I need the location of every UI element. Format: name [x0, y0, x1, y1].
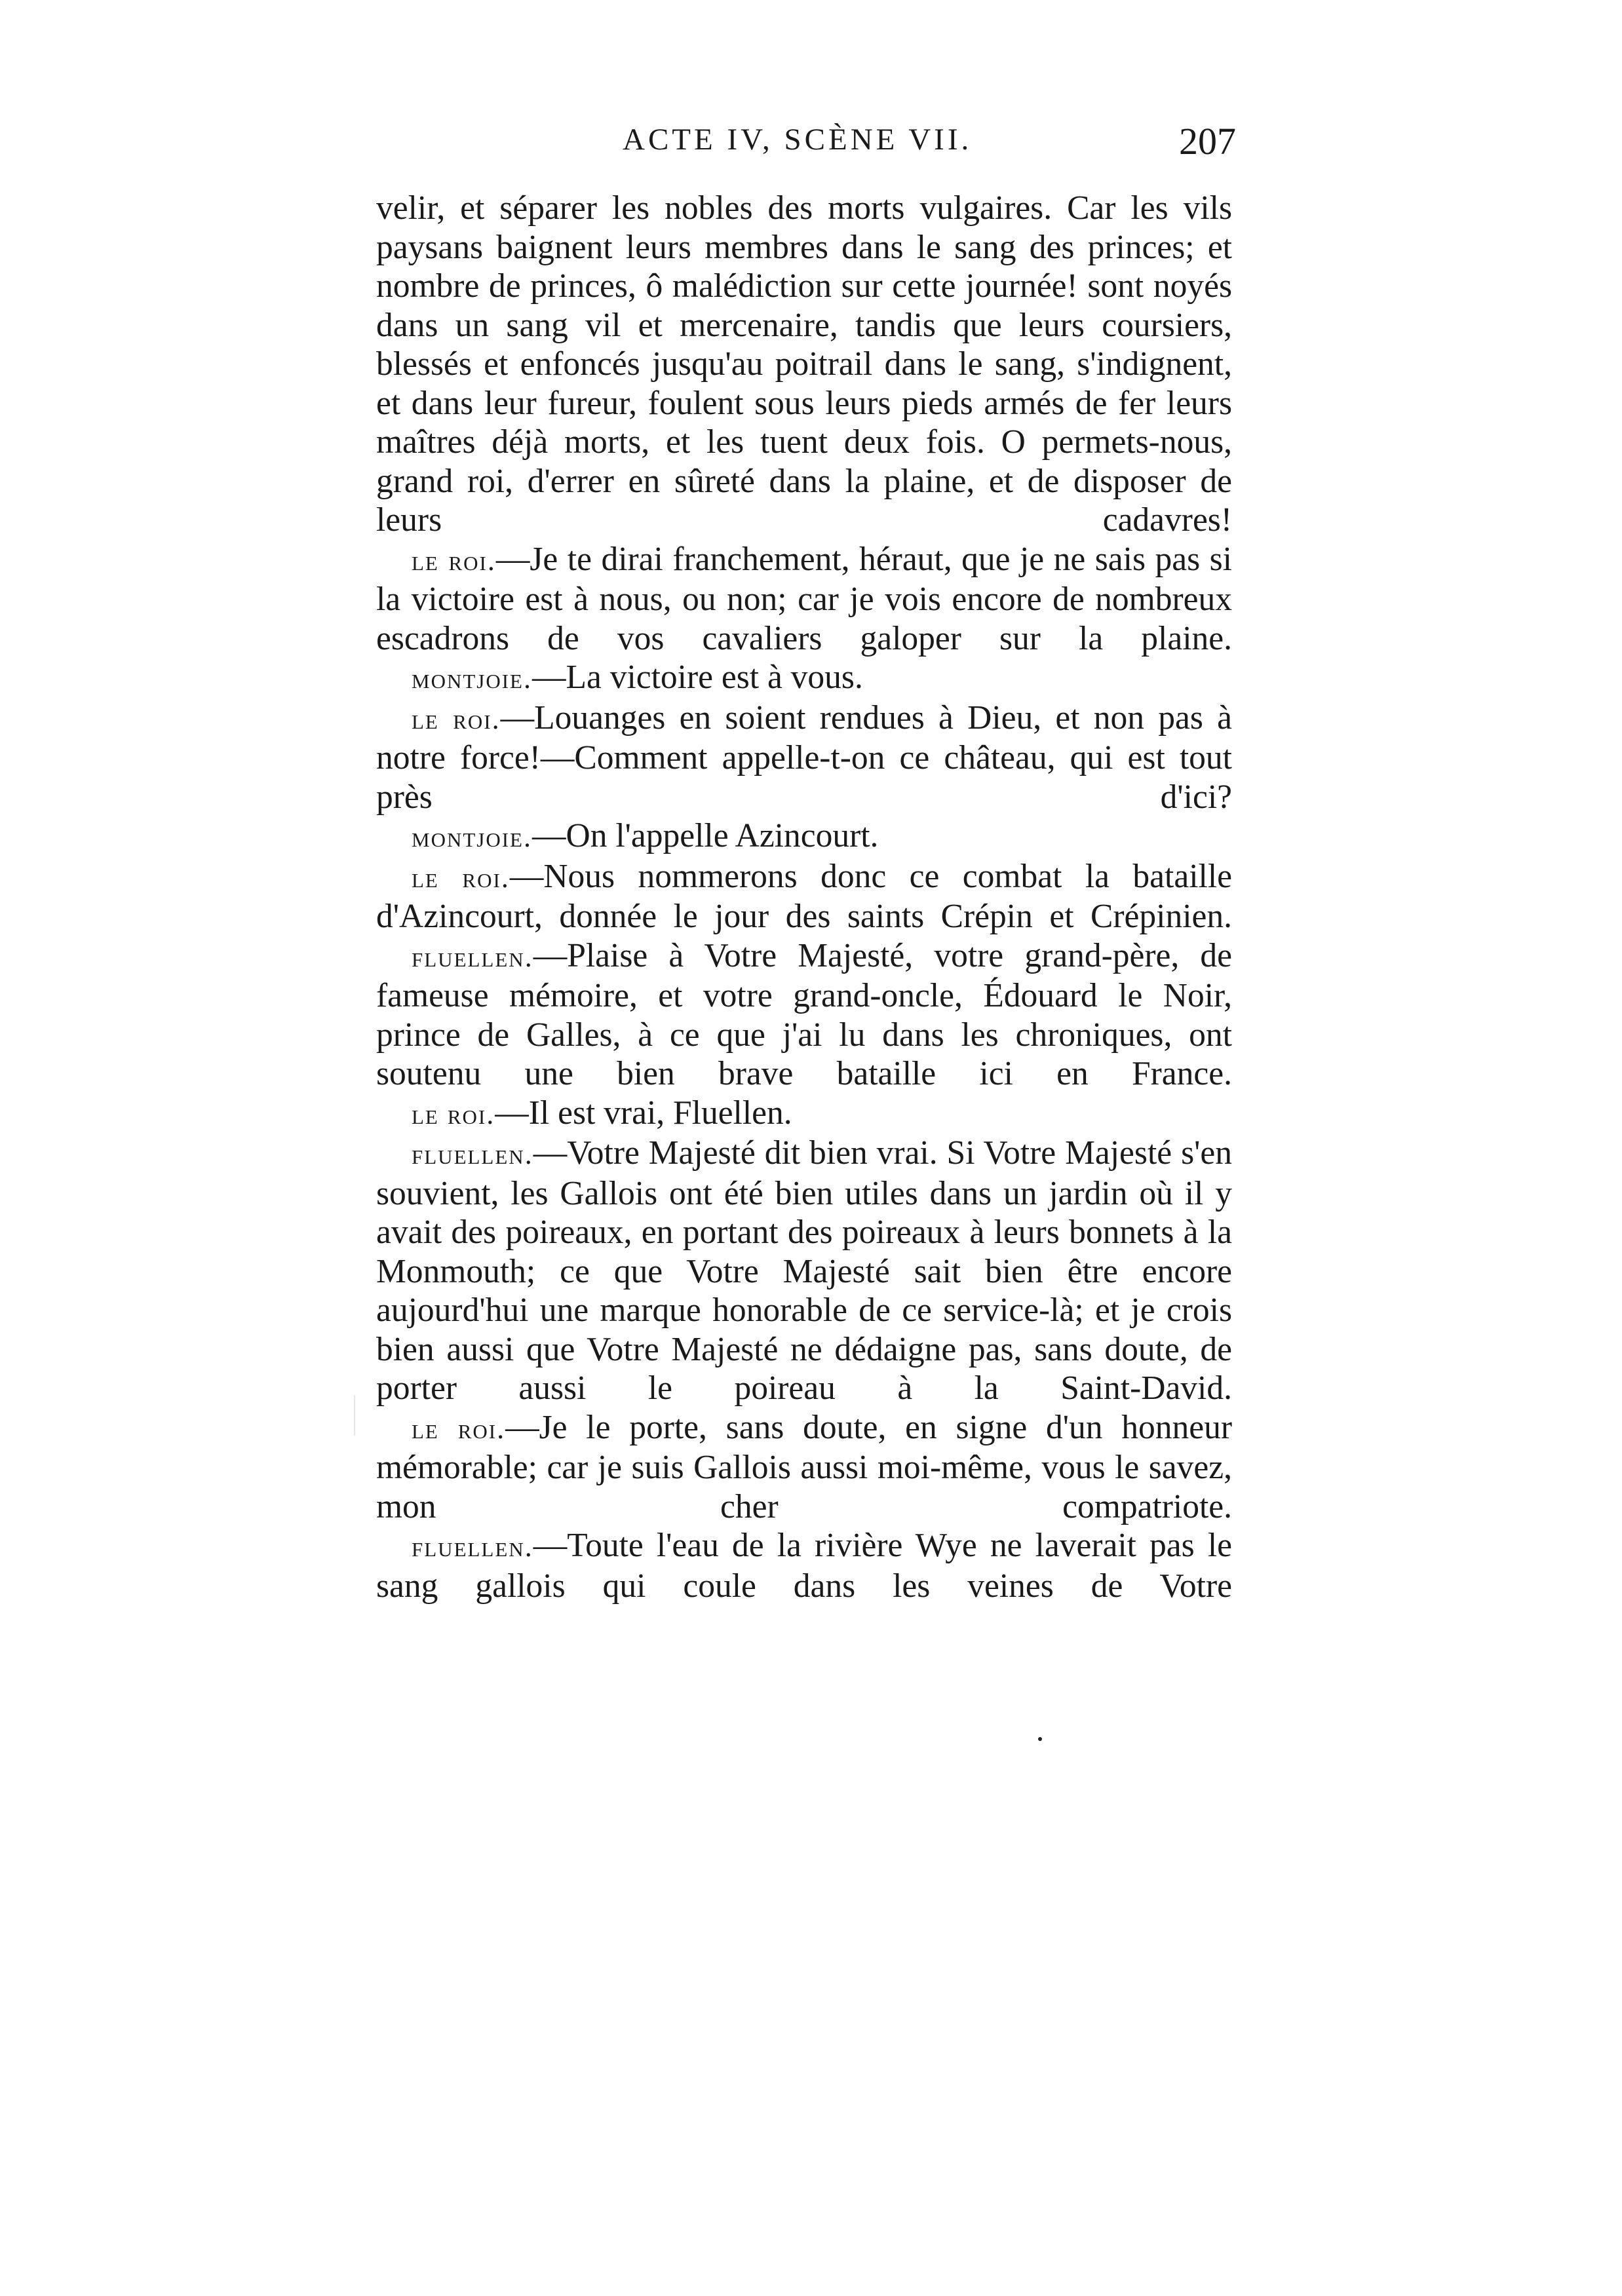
page-number: 207	[1179, 120, 1236, 163]
dialogue-text: —On l'appelle Azincourt.	[532, 817, 879, 854]
dialogue-text: —Je te dirai franchement, héraut, que je ne sais pas si la victoire est à nous, ou non; car je vois encore de nombreux escadrons de vos cavaliers galoper sur la plaine.	[376, 540, 1232, 657]
body-text	[376, 189, 1232, 1605]
dialogue-text: —Il est vrai, Fluellen.	[495, 1094, 792, 1132]
speaker-name: le roi.	[412, 861, 510, 894]
paragraph	[376, 658, 1232, 698]
dialogue-text: —Nous nommerons donc ce combat la bataille d'Azincourt, donnée le jour des saints Crépin et Crépinien.	[376, 857, 1232, 935]
dialogue-text: —La victoire est à vous.	[532, 659, 863, 696]
speaker-name: le roi.	[412, 1412, 506, 1445]
dialogue-text: —Toute l'eau de la rivière Wye ne laverait pas le sang gallois qui coule dans les veines de Votre	[376, 1527, 1232, 1605]
paragraph	[376, 1526, 1232, 1605]
speaker-name: montjoie.	[412, 662, 532, 695]
paragraph	[376, 1134, 1232, 1408]
paragraph	[376, 189, 1232, 540]
paragraph	[376, 1094, 1232, 1134]
running-head: ACTE IV, SCÈNE VII.	[623, 123, 973, 157]
paragraph	[376, 816, 1232, 857]
dialogue-text: —Je le porte, sans doute, en signe d'un honneur mémorable; car je suis Gallois aussi moi-même, vous le savez, mon cher compatriote.	[376, 1408, 1232, 1525]
paragraph	[376, 857, 1232, 936]
speaker-name: le roi.	[412, 544, 496, 577]
dialogue-text: —Louanges en soient rendues à Dieu, et non pas à notre force!—Comment appelle-t-on ce château, qui est tout près d'ici?	[376, 698, 1232, 816]
ink-speck	[1038, 1737, 1042, 1741]
dialogue-text: —Plaise à Votre Majesté, votre grand-père, de fameuse mémoire, et votre grand-oncle, Édouard le Noir, prince de Galles, à ce que j'ai lu dans les chroniques, ont soutenu une bien brave bataille ici en France.	[376, 936, 1232, 1092]
paragraph	[376, 540, 1232, 659]
paragraph	[376, 936, 1232, 1094]
paragraph	[376, 1408, 1232, 1527]
speaker-name: fluellen.	[412, 940, 533, 973]
dialogue-text: —Votre Majesté dit bien vrai. Si Votre Majesté s'en souvient, les Gallois ont été bien utiles dans un jardin où il y avait des poireaux, en portant des poireaux à leurs bonnets à la Monmouth; ce que Votre Majesté sait bien être encore aujourd'hui une marque honorable de ce service-là; et je crois bien aussi que Votre Majesté ne dédaigne pas, sans doute, de porter aussi le poireau à la Saint-David.	[376, 1134, 1232, 1407]
margin-smudge	[354, 1396, 355, 1435]
page-header	[623, 119, 1245, 165]
paragraph	[376, 698, 1232, 817]
speaker-name: montjoie.	[412, 821, 532, 853]
speaker-name: le roi.	[412, 702, 501, 735]
speaker-name: fluellen.	[412, 1138, 533, 1170]
dialogue-text: velir, et séparer les nobles des morts vulgaires. Car les vils paysans baignent leurs membres dans le sang des princes; et nombre de princes, ô malédiction sur cette journée! sont noyés dans un sang vil et mercenaire, tandis que leurs coursiers, blessés et enfoncés jusqu'au poitrail dans le sang, s'indignent, et dans leur fureur, foulent sous leurs pieds armés de fer leurs maîtres déjà morts, et les tuent deux fois. O permets-nous, grand roi, d'errer en sûreté dans la plaine, et de disposer de leurs cadavres!	[376, 189, 1232, 539]
speaker-name: fluellen.	[412, 1531, 533, 1563]
speaker-name: le roi.	[412, 1098, 495, 1130]
